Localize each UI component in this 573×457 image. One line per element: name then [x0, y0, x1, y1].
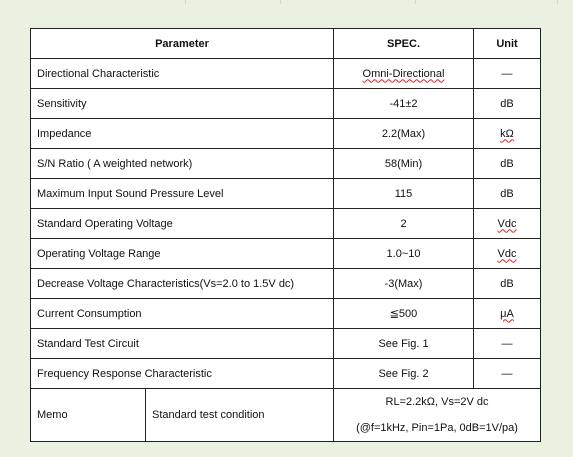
row-unit: — — [474, 329, 541, 359]
memo-label: Memo — [31, 389, 146, 442]
table-row — [31, 299, 541, 329]
header-parameter: Parameter — [31, 29, 334, 59]
row-parameter: Sensitivity — [31, 89, 334, 119]
table-row — [31, 239, 541, 269]
row-parameter: Frequency Response Characteristic — [31, 359, 334, 389]
table-row — [31, 59, 541, 89]
table-row — [31, 209, 541, 239]
table-row — [31, 89, 541, 119]
row-parameter: Directional Characteristic — [31, 59, 334, 89]
row-unit: — — [474, 359, 541, 389]
spec-table — [30, 28, 541, 442]
row-unit: dB — [474, 269, 541, 299]
memo-spec-line1: RL=2.2kΩ, Vs=2V dc — [385, 396, 489, 408]
row-spec: 1.0~10 — [334, 239, 474, 269]
row-spec: 58(Min) — [334, 149, 474, 179]
header-unit: Unit — [474, 29, 541, 59]
header-row — [31, 29, 541, 59]
memo-spec — [334, 389, 541, 442]
row-unit: — — [474, 59, 541, 89]
row-parameter: Standard Test Circuit — [31, 329, 334, 359]
table-row — [31, 269, 541, 299]
row-unit: dB — [474, 179, 541, 209]
row-spec: Omni-Directional — [362, 67, 445, 80]
memo-row — [31, 389, 541, 442]
table-row — [31, 329, 541, 359]
top-gridlines — [0, 0, 573, 4]
row-parameter: S/N Ratio ( A weighted network) — [31, 149, 334, 179]
row-unit: dB — [474, 89, 541, 119]
memo-spec-line2: (@f=1kHz, Pin=1Pa, 0dB=1V/pa) — [356, 422, 518, 434]
row-unit: dB — [474, 149, 541, 179]
table-row — [31, 359, 541, 389]
memo-condition: Standard test condition — [146, 389, 334, 442]
row-spec: -41±2 — [334, 89, 474, 119]
row-parameter: Standard Operating Voltage — [31, 209, 334, 239]
row-unit: kΩ — [500, 127, 514, 140]
row-parameter: Impedance — [31, 119, 334, 149]
row-spec: 2.2(Max) — [334, 119, 474, 149]
table-row — [31, 149, 541, 179]
row-unit: Vdc — [497, 247, 517, 260]
row-spec: ≦500 — [334, 299, 474, 329]
row-parameter: Operating Voltage Range — [31, 239, 334, 269]
row-spec: See Fig. 1 — [334, 329, 474, 359]
row-spec: See Fig. 2 — [334, 359, 474, 389]
table-row — [31, 179, 541, 209]
row-spec: 2 — [334, 209, 474, 239]
table-row — [31, 119, 541, 149]
row-parameter: Maximum Input Sound Pressure Level — [31, 179, 334, 209]
row-spec: 115 — [334, 179, 474, 209]
row-unit: Vdc — [497, 217, 517, 230]
row-parameter: Current Consumption — [31, 299, 334, 329]
row-spec: -3(Max) — [334, 269, 474, 299]
header-spec: SPEC. — [334, 29, 474, 59]
row-parameter: Decrease Voltage Characteristics(Vs=2.0 to 1.5V dc) — [31, 269, 334, 299]
row-unit: μA — [500, 307, 514, 320]
